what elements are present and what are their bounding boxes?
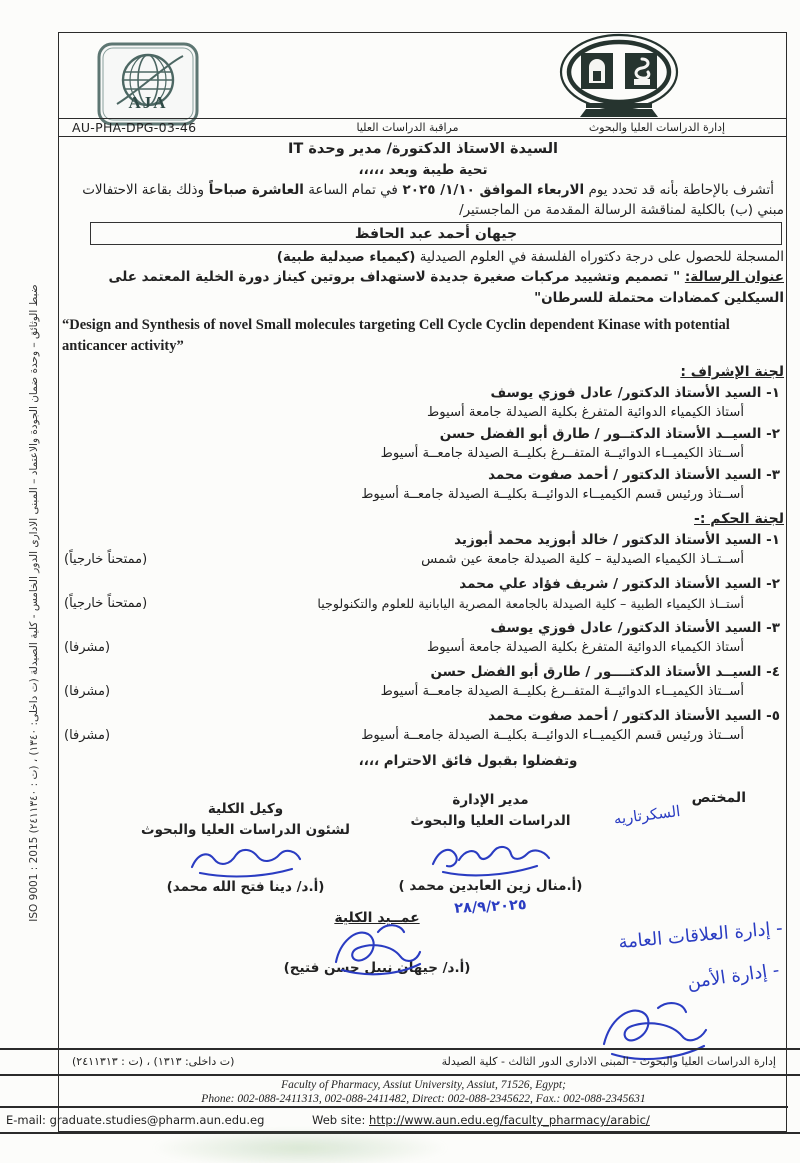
dean-title: عمــيد الكلية (334, 910, 420, 926)
committee-member-name: ٢- السيد الأستاذ الدكتور / شريف فؤاد علي محمد (459, 576, 780, 592)
footer-divider-2 (0, 1074, 800, 1076)
website-label: Web site: (312, 1113, 366, 1127)
role-text: أســتاذ ورئيس قسم الكيميــاء الدوائيــة بكليــة الصيدلة جامعــة أسيوط (361, 728, 744, 743)
footer-website (312, 1113, 650, 1127)
closing-line: وتفضلوا بقبول فائق الاحترام ،،،، (358, 753, 578, 769)
handwritten-note-public-relations: - إدارة العلاقات العامة (617, 917, 784, 954)
member-capacity-tag: (ممتحناً خارجياً) (64, 596, 148, 611)
aja-certification-logo (97, 42, 199, 130)
footer-english-block (60, 1078, 787, 1106)
globe-icon (97, 42, 199, 126)
registration-line (62, 247, 784, 267)
director-handwritten-date: ٢٨/٩/٢٠٢٥ (453, 897, 528, 917)
role-text: أســتــاذ الكيمياء الصيدلية – كلية الصيدلة جامعة عين شمس (421, 552, 744, 567)
footer-arabic-phones: (ت داخلى: ١٣١٣) ، (ت : ٢٤١١٣١٣) (72, 1055, 235, 1068)
addressee-line: السيدة الاستاذ الدكتورة/ مدير وحدة IT (287, 141, 559, 157)
committee-member-role (62, 550, 784, 570)
committee-member-role (62, 594, 784, 614)
thesis-title-arabic (62, 267, 784, 309)
specialty: (كيمياء صيدلية طبية) (276, 249, 416, 265)
committee-member-name: ٣- السيد الأستاذ الدكتور/ عادل فوزي يوسف (490, 620, 780, 636)
footer-english-address: Faculty of Pharmacy, Assiut University, Assiut, 71526, Egypt; (281, 1079, 566, 1091)
member-capacity-tag: (مشرفا) (64, 728, 111, 743)
committee-member (62, 574, 784, 614)
member-capacity-tag: (مشرفا) (64, 684, 111, 699)
intro-seg3: في تمام الساعة (303, 182, 398, 198)
intro-seg5: وذلك بقاعة الاحتفالات مبني (ب) بالكلية لمناقشة الرسالة المقدمة من الماجستير/ (82, 182, 784, 218)
footer-english-phones: Phone: 002-088-2411313, 002-088-2411482, Direct: 002-088-2345622, Fax.: 002-088-2345631 (201, 1093, 646, 1105)
committee-member-name: ٤- السيــد الأستاذ الدكتــــور / طارق أبو الفضل حسن (430, 664, 780, 680)
university-emblem-logo (556, 33, 682, 127)
committee-member (62, 530, 784, 570)
website-link[interactable]: http://www.aun.edu.eg/faculty_pharmacy/arabic/ (369, 1113, 650, 1127)
dean-signature-icon (322, 920, 432, 978)
thesis-title-ar-text: " تصميم وتشييد مركبات صغيرة جديدة لاستهداف بروتين كيناز دورة الخلية المعتمد على السيكلين كمضادات محتملة للسرطان" (108, 269, 784, 306)
supervision-heading: لجنة الإشراف : (680, 364, 784, 380)
committee-list (62, 530, 784, 746)
supervisor-name: ١- السيد الأستاذ الدكتور/ عادل فوزي يوسف (490, 385, 780, 401)
quality-sidebar-text: ضبط الوثائق – وحدة ضمان الجودة والاعتماد – المبنى الادارى الدور الخامس - كلية الصيدلة (ت داخلى: ١٣٤٠) ، (ت : ٢٤١١٣٤٠) ISO 9001 : 2015 (28, 284, 40, 922)
defense-time: العاشرة صباحاً (204, 182, 304, 198)
committee-member (62, 618, 784, 658)
committee-heading: لجنة الحكم :- (694, 511, 784, 527)
intro-seg1: أتشرف بالإحاطة بأنه قد تحدد يوم (584, 182, 774, 198)
committee-member (62, 706, 784, 746)
faculty-emblem-icon (556, 33, 682, 123)
committee-member-name: ١- السيد الأستاذ الدكتور / خالد أبوزيد محمد أبوزيد (454, 532, 780, 548)
committee-member-role (62, 682, 784, 702)
defense-date: الاربعاء الموافق ١/١٠/ ٢٠٢٥ (397, 182, 585, 198)
supervisor-item (62, 383, 784, 423)
member-capacity-tag: (ممتحناً خارجياً) (64, 552, 148, 567)
committee-member-role (62, 638, 784, 658)
director-signature-block (388, 790, 593, 918)
director-name: (أ.منال زين العابدين محمد ) (398, 878, 583, 894)
dean-name: (أ.د/ جيهان نبيل حسن فتيح) (283, 960, 471, 976)
specialist-handwritten-note: السكرتاريه (612, 801, 682, 829)
supervisors-list (62, 383, 784, 505)
role-text: أســتاذ الكيميــاء الدوائيــة المتفــرغ بكليــة الصيدلة جامعــة أسيوط (380, 684, 744, 699)
supervisor-role: أستاذ الكيمياء الدوائية المتفرغ بكلية الصيدلة جامعة أسيوط (427, 405, 744, 420)
scan-smudge-artifact (150, 1128, 450, 1163)
handwritten-note-security: - إدارة الأمن (685, 959, 781, 994)
supervisor-name: ٢- السيــد الأستاذ الدكتــور / طارق أبو الفضل حسن (439, 426, 780, 442)
supervisor-name: ٣- السيد الأستاذ الدكتور / أحمد صفوت محمد (488, 467, 780, 483)
registration-seg1: المسجلة للحصول على درجة دكتوراه الفلسفة في العلوم الصيدلية (415, 249, 784, 265)
footer-arabic-row (0, 1051, 800, 1073)
committee-member (62, 662, 784, 702)
director-signature-icon (425, 834, 557, 880)
thesis-label: عنوان الرسالة: (684, 269, 784, 285)
footer-arabic-address: إدارة الدراسات العليا والبحوث - المبنى الادارى الدور الثالث - كلية الصيدلة (441, 1055, 776, 1068)
committee-member-role (62, 726, 784, 746)
header-dept-center: مراقبة الدراسات العليا (356, 121, 459, 134)
specialist-label: المختص (691, 790, 746, 806)
candidate-name-box (90, 222, 782, 245)
document-code: AU-PHA-DPG-03-46 (72, 120, 197, 135)
director-title2: الدراسات العليا والبحوث (410, 813, 571, 829)
aja-logo-text: AJA (128, 93, 168, 112)
header-dept-right: إدارة الدراسات العليا والبحوث (588, 121, 726, 134)
vice-dean-signature-icon (186, 843, 306, 881)
member-capacity-tag: (مشرفا) (64, 640, 111, 655)
role-text: أستاذ الكيمياء الدوائية المتفرغ بكلية الصيدلة جامعة أسيوط (427, 640, 744, 655)
supervisor-role: أســتاذ الكيميــاء الدوائيــة المتفــرغ بكليــة الصيدلة جامعــة أسيوط (380, 446, 744, 461)
candidate-name: جيهان أحمد عبد الحافظ (354, 225, 518, 242)
thesis-title-english: “Design and Synthesis of novel Small molecules targeting Cell Cycle Cyclin dependent Kinase with potential anticancer activity” (62, 317, 730, 354)
dean-signature-block (252, 910, 502, 976)
footer-divider-3 (0, 1106, 788, 1108)
role-text: أستــاذ الكيمياء الطبية – كلية الصيدلة بالجامعة المصرية اليابانية للعلوم والتكنولوجيا (317, 596, 744, 611)
supervisor-item (62, 465, 784, 505)
vice-dean-signature-block (118, 799, 373, 898)
supervisor-item (62, 424, 784, 464)
header-band (58, 118, 787, 137)
director-title1: مدير الإدارة (452, 792, 529, 808)
greeting-line: تحية طيبة وبعد ،،،،، (358, 162, 488, 178)
footer-divider-1 (0, 1048, 800, 1050)
footer-email: E-mail: graduate.studies@pharm.aun.edu.eg (6, 1113, 265, 1127)
vice-dean-title2: لشئون الدراسات العليا والبحوث (141, 822, 350, 838)
vice-dean-title1: وكيل الكلية (207, 801, 284, 817)
letter-body (62, 139, 784, 772)
vice-dean-name: (أ.د/ دينا فتح الله محمد) (166, 879, 325, 895)
intro-paragraph (62, 180, 784, 220)
supervisor-role: أســتاذ ورئيس قسم الكيميــاء الدوائيــة بكليــة الصيدلة جامعــة أسيوط (361, 487, 744, 502)
committee-member-name: ٥- السيد الأستاذ الدكتور / أحمد صفوت محمد (488, 708, 780, 724)
